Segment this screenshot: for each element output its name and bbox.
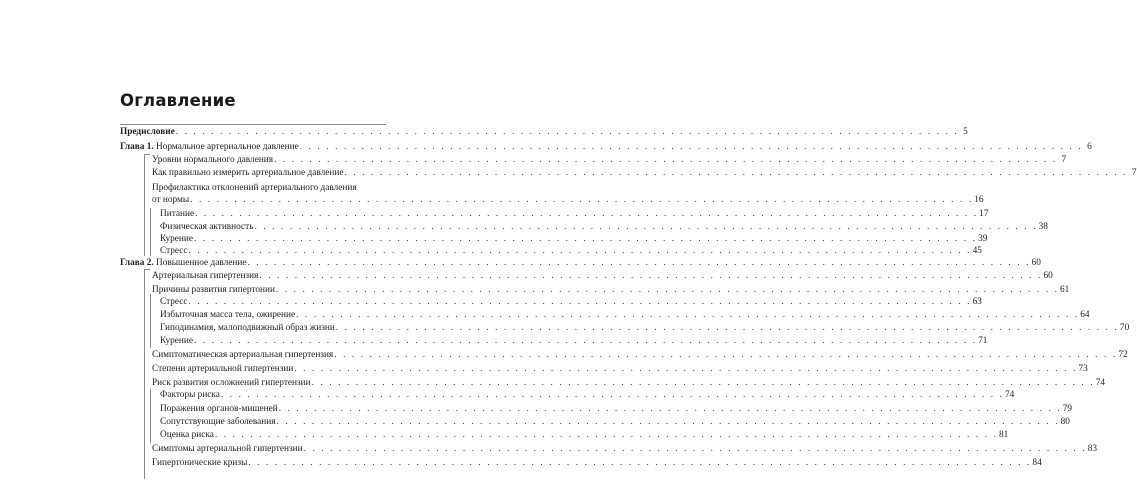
toc-entry-title: Как правильно измерить артериальное давление [152, 168, 344, 178]
dot-leader: . . . . . . . . . . . . . . . . . . . . . . . . . . . . . . . . . . . . . . . . . . . . . . . . . . . . . . . . . . . . . . . . . . . . . . . . . . . . . . . . . . . . . . . . . [294, 364, 1078, 374]
toc-entry[interactable] [160, 245, 982, 257]
toc-entry[interactable] [160, 416, 1070, 428]
toc-entry-title: Курение [160, 336, 194, 346]
toc-entry-title: Питание [160, 209, 195, 219]
toc-entry[interactable] [160, 389, 1015, 401]
dot-leader: . . . . . . . . . . . . . . . . . . . . . . . . . . . . . . . . . . . . . . . . . . . . . . . . . . . . . . . . . . . . . . . . . . . . . . . . . . . . . . . . . . . . . . . . . [274, 155, 1058, 165]
toc-entry-page: 84 [1032, 458, 1042, 468]
toc-entry[interactable] [160, 335, 988, 347]
chapter2-bracket-line [144, 269, 145, 479]
chapter2-causes-bracket-line [150, 294, 151, 348]
toc-entry-title: Физическая активность [160, 222, 254, 232]
toc-entry-page: 60 [1043, 271, 1053, 281]
toc-entry[interactable] [160, 233, 988, 245]
toc-entry-page: 74 [1005, 390, 1015, 400]
dot-leader: . . . . . . . . . . . . . . . . . . . . . . . . . . . . . . . . . . . . . . . . . . . . . . . . . . . . . . . . . . . . . . . . . . . . . . . . . . . . . . . . . . . . . . . . . [175, 127, 959, 137]
toc-entry-title: Нормальное артериальное давление [156, 142, 299, 152]
dot-leader: . . . . . . . . . . . . . . . . . . . . . . . . . . . . . . . . . . . . . . . . . . . . . . . . . . . . . . . . . . . . . . . . . . . . . . . . . . . . . . . . . . . . . . . . . [259, 271, 1043, 281]
toc-entry-page: 70 [1119, 323, 1130, 333]
toc-entry[interactable] [160, 296, 982, 308]
toc-entry[interactable] [160, 403, 1073, 415]
toc-entry[interactable] [152, 167, 1137, 179]
toc-entry-title: Предисловие [120, 127, 175, 137]
toc-entry[interactable] [152, 349, 1128, 361]
toc-entry[interactable] [152, 270, 1053, 282]
toc-entry-page: 39 [978, 234, 988, 244]
toc-entry-title: от нормы [152, 195, 190, 205]
toc-entry-title: Оценка риска [160, 430, 214, 440]
chapter1-bracket-tick [144, 154, 150, 155]
toc-entry[interactable] [160, 309, 1090, 321]
chapter1-bracket-line [144, 154, 145, 256]
dot-leader: . . . . . . . . . . . . . . . . . . . . . . . . . . . . . . . . . . . . . . . . . . . . . . . . . . . . . . . . . . . . . . . . . . . . . . . . . . . . . . . . . . . . . . . . . [247, 258, 1031, 268]
toc-entry-page: 45 [972, 246, 982, 256]
toc-entry[interactable] [152, 443, 1097, 455]
toc-entry-page: 81 [998, 430, 1009, 440]
dot-leader: . . . . . . . . . . . . . . . . . . . . . . . . . . . . . . . . . . . . . . . . . . . . . . . . . . . . . . . . . . . . . . . . . . . . . . . . . . . . . . . . . . . . . . . . . [194, 336, 978, 346]
dot-leader: . . . . . . . . . . . . . . . . . . . . . . . . . . . . . . . . . . . . . . . . . . . . . . . . . . . . . . . . . . . . . . . . . . . . . . . . . . . . . . . . . . . . . . . . . [344, 168, 1128, 178]
dot-leader: . . . . . . . . . . . . . . . . . . . . . . . . . . . . . . . . . . . . . . . . . . . . . . . . . . . . . . . . . . . . . . . . . . . . . . . . . . . . . . . . . . . . . . . . . [220, 390, 1005, 400]
toc-entry-title-line1: Профилактика отклонений артериального давления [152, 183, 357, 193]
dot-leader: . . . . . . . . . . . . . . . . . . . . . . . . . . . . . . . . . . . . . . . . . . . . . . . . . . . . . . . . . . . . . . . . . . . . . . . . . . . . . . . . . . . . . . . . . [194, 234, 978, 244]
toc-entry-title: Степени артериальной гипертензии [152, 364, 294, 374]
toc-entry-title: Стресс [160, 297, 188, 307]
toc-entry-title: Симптоматическая артериальная гипертензия [152, 350, 334, 360]
toc-entry-page: 61 [1060, 285, 1070, 295]
toc-entry-page: 64 [1080, 310, 1090, 320]
toc-entry-title: Артериальная гипертензия [152, 271, 259, 281]
toc-entry-page: 60 [1031, 258, 1041, 268]
toc-entry-page: 5 [963, 127, 968, 137]
toc-entry-page: 7 [1131, 168, 1137, 178]
toc-entry-title: Поражения органов-мишеней [160, 404, 278, 414]
chapter2-risk-bracket-line [150, 389, 151, 443]
dot-leader: . . . . . . . . . . . . . . . . . . . . . . . . . . . . . . . . . . . . . . . . . . . . . . . . . . . . . . . . . . . . . . . . . . . . . . . . . . . . . . . . . . . . . . . . . [276, 417, 1060, 427]
chapter1-sub-bracket-line [150, 208, 151, 256]
toc-entry-title: Избыточная масса тела, ожирение [160, 310, 296, 320]
dot-leader: . . . . . . . . . . . . . . . . . . . . . . . . . . . . . . . . . . . . . . . . . . . . . . . . . . . . . . . . . . . . . . . . . . . . . . . . . . . . . . . . . . . . . . . . . [190, 195, 974, 205]
dot-leader: . . . . . . . . . . . . . . . . . . . . . . . . . . . . . . . . . . . . . . . . . . . . . . . . . . . . . . . . . . . . . . . . . . . . . . . . . . . . . . . . . . . . . . . . . [296, 310, 1080, 320]
dot-leader: . . . . . . . . . . . . . . . . . . . . . . . . . . . . . . . . . . . . . . . . . . . . . . . . . . . . . . . . . . . . . . . . . . . . . . . . . . . . . . . . . . . . . . . . . [335, 323, 1119, 333]
dot-leader: . . . . . . . . . . . . . . . . . . . . . . . . . . . . . . . . . . . . . . . . . . . . . . . . . . . . . . . . . . . . . . . . . . . . . . . . . . . . . . . . . . . . . . . . . [214, 430, 998, 440]
dot-leader: . . . . . . . . . . . . . . . . . . . . . . . . . . . . . . . . . . . . . . . . . . . . . . . . . . . . . . . . . . . . . . . . . . . . . . . . . . . . . . . . . . . . . . . . . [311, 378, 1095, 388]
toc-entry-page: 74 [1095, 378, 1105, 388]
page-title: Оглавление [120, 91, 236, 110]
toc-entry[interactable] [152, 457, 1042, 469]
chapter-number: Глава 1. [120, 142, 154, 152]
toc-entry-title: Риск развития осложнений гипертензии [152, 378, 311, 388]
toc-entry-page: 83 [1087, 444, 1097, 454]
toc-entry[interactable] [152, 363, 1088, 375]
toc-entry-title: Курение [160, 234, 194, 244]
toc-entry-page: 80 [1060, 417, 1070, 427]
dot-leader: . . . . . . . . . . . . . . . . . . . . . . . . . . . . . . . . . . . . . . . . . . . . . . . . . . . . . . . . . . . . . . . . . . . . . . . . . . . . . . . . . . . . . . . . . [195, 209, 979, 219]
dot-leader: . . . . . . . . . . . . . . . . . . . . . . . . . . . . . . . . . . . . . . . . . . . . . . . . . . . . . . . . . . . . . . . . . . . . . . . . . . . . . . . . . . . . . . . . . [248, 458, 1032, 468]
toc-entry-page: 6 [1087, 142, 1092, 152]
toc-entry-title: Факторы риска [160, 390, 220, 400]
toc-entry-page: 71 [978, 336, 988, 346]
toc-entry-chapter-1[interactable] [120, 141, 1092, 153]
toc-entry[interactable] [152, 377, 1105, 389]
toc-entry-title: Гипертонические кризы [152, 458, 248, 468]
dot-leader: . . . . . . . . . . . . . . . . . . . . . . . . . . . . . . . . . . . . . . . . . . . . . . . . . . . . . . . . . . . . . . . . . . . . . . . . . . . . . . . . . . . . . . . . . [299, 142, 1083, 152]
dot-leader: . . . . . . . . . . . . . . . . . . . . . . . . . . . . . . . . . . . . . . . . . . . . . . . . . . . . . . . . . . . . . . . . . . . . . . . . . . . . . . . . . . . . . . . . . [303, 444, 1087, 454]
toc-entry-title: Повышенное давление [156, 258, 247, 268]
toc-entry-title: Уровни нормального давления [152, 155, 274, 165]
toc-entry-page: 79 [1062, 404, 1073, 414]
toc-entry-preface[interactable] [120, 126, 968, 138]
toc-entry-title: Гиподинамия, малоподвижный образ жизни [160, 323, 335, 333]
top-rule [120, 124, 386, 125]
dot-leader: . . . . . . . . . . . . . . . . . . . . . . . . . . . . . . . . . . . . . . . . . . . . . . . . . . . . . . . . . . . . . . . . . . . . . . . . . . . . . . . . . . . . . . . . . [278, 404, 1062, 414]
toc-entry-title: Симптомы артериальной гипертензии [152, 444, 303, 454]
dot-leader: . . . . . . . . . . . . . . . . . . . . . . . . . . . . . . . . . . . . . . . . . . . . . . . . . . . . . . . . . . . . . . . . . . . . . . . . . . . . . . . . . . . . . . . . . [254, 222, 1038, 232]
toc-entry-page: 7 [1061, 155, 1067, 165]
chapter2-bracket-tick [144, 269, 150, 270]
toc-entry-title: Стресс [160, 246, 188, 256]
toc-entry-page: 73 [1078, 364, 1088, 374]
toc-entry-page: 16 [974, 195, 984, 205]
toc-entry[interactable] [152, 182, 984, 206]
toc-entry-chapter-2[interactable] [120, 257, 1041, 269]
toc-entry[interactable] [160, 208, 989, 220]
toc-entry[interactable] [160, 221, 1048, 233]
dot-leader: . . . . . . . . . . . . . . . . . . . . . . . . . . . . . . . . . . . . . . . . . . . . . . . . . . . . . . . . . . . . . . . . . . . . . . . . . . . . . . . . . . . . . . . . . [334, 350, 1118, 360]
toc-entry-title: Сопутствующие заболевания [160, 417, 276, 427]
toc-entry-page: 38 [1038, 222, 1048, 232]
dot-leader: . . . . . . . . . . . . . . . . . . . . . . . . . . . . . . . . . . . . . . . . . . . . . . . . . . . . . . . . . . . . . . . . . . . . . . . . . . . . . . . . . . . . . . . . . [275, 285, 1060, 295]
toc-entry[interactable] [152, 154, 1067, 166]
chapter-number: Глава 2. [120, 258, 154, 268]
toc-entry-page: 72 [1118, 350, 1128, 360]
toc-entry[interactable] [152, 284, 1070, 296]
dot-leader: . . . . . . . . . . . . . . . . . . . . . . . . . . . . . . . . . . . . . . . . . . . . . . . . . . . . . . . . . . . . . . . . . . . . . . . . . . . . . . . . . . . . . . . . . [188, 246, 972, 256]
toc-entry-page: 17 [979, 209, 989, 219]
toc-entry-title: Причины развития гипертонии [152, 285, 275, 295]
toc-entry-page: 63 [972, 297, 982, 307]
toc-entry[interactable] [160, 429, 1009, 441]
toc-entry[interactable] [160, 322, 1130, 334]
dot-leader: . . . . . . . . . . . . . . . . . . . . . . . . . . . . . . . . . . . . . . . . . . . . . . . . . . . . . . . . . . . . . . . . . . . . . . . . . . . . . . . . . . . . . . . . . [188, 297, 972, 307]
